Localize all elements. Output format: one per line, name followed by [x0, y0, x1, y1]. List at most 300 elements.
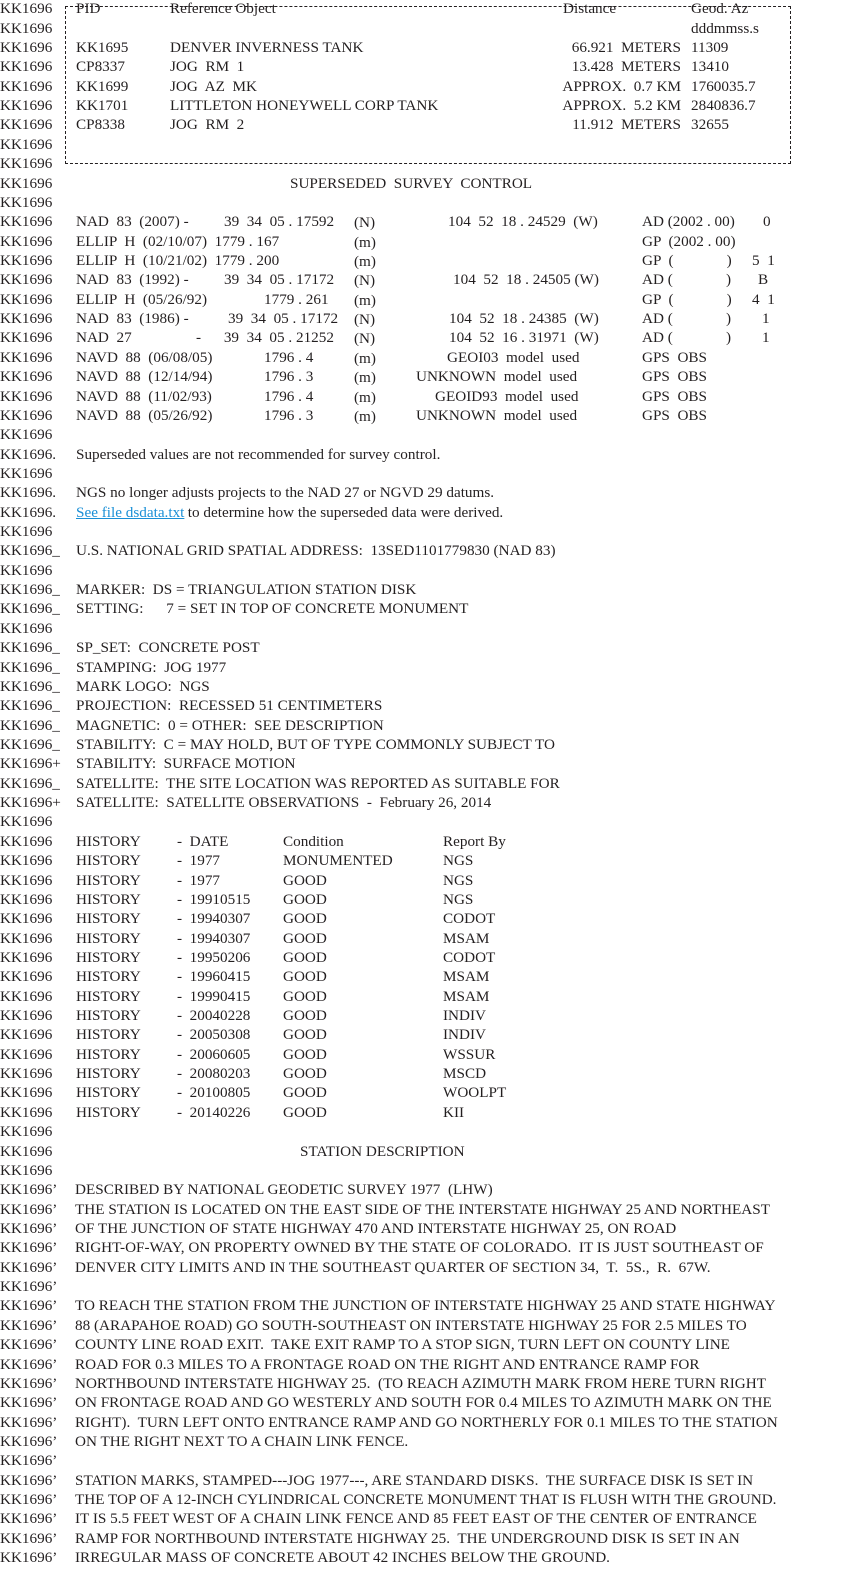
ref-distance: 13.428 METERS [571, 58, 681, 76]
history-cell: - 19910515 [177, 890, 251, 908]
superseded-cell: AD (2002 . 00) [642, 213, 735, 231]
description-line [0, 1432, 847, 1451]
info-magnetic: MAGNETIC: 0 = OTHER: SEE DESCRIPTION [76, 716, 384, 734]
dsdata-link[interactable]: See file dsdata.txt [76, 503, 185, 521]
line-prefix: KK1696 [0, 406, 53, 424]
history-row [0, 987, 847, 1006]
line-prefix: KK1696 [0, 39, 53, 57]
line-prefix: KK1696’ [0, 1258, 58, 1276]
ref-pid-link[interactable]: KK1699 [76, 77, 129, 95]
line-prefix: KK1696 [0, 290, 53, 308]
line-prefix: KK1696 [0, 1161, 53, 1179]
history-cell: MSCD [443, 1065, 487, 1083]
line-prefix: KK1696 [0, 19, 53, 37]
description-text: ON FRONTAGE ROAD AND GO WESTERLY AND SOUTH FOR 0.4 MILES TO AZIMUTH MARK ON THE [75, 1394, 772, 1412]
superseded-cell: GP ( ) [642, 251, 732, 269]
ref-distance: 11.912 METERS [572, 116, 681, 134]
line-prefix: KK1696’ [0, 1452, 58, 1470]
description-line [0, 1180, 847, 1199]
history-row [0, 1083, 847, 1102]
history-cell: HISTORY [76, 948, 141, 966]
superseded-cell: ELLIP H (05/26/92) [76, 290, 208, 308]
line-prefix: KK1696’ [0, 1278, 58, 1296]
description-line [0, 1277, 847, 1296]
ref-table-row [0, 57, 847, 76]
history-cell: INDIV [443, 1026, 487, 1044]
description-text: DENVER CITY LIMITS AND IN THE SOUTHEAST QUARTER OF SECTION 34, T. 5S., R. 67W. [75, 1258, 711, 1276]
description-text: ROAD FOR 0.3 MILES TO A FRONTAGE ROAD ON THE RIGHT AND ENTRANCE RAMP FOR [75, 1355, 700, 1373]
history-cell: HISTORY [76, 1045, 141, 1063]
description-text: RIGHT-OF-WAY, ON PROPERTY OWNED BY THE STATE OF COLORADO. IT IS JUST SOUTHEAST OF [75, 1239, 764, 1257]
description-text: 88 (ARAPAHOE ROAD) GO SOUTH-SOUTHEAST ON INTERSTATE HIGHWAY 25 FOR 2.5 MILES TO [75, 1316, 747, 1334]
ref-pid-link[interactable]: KK1701 [76, 97, 129, 115]
superseded-row [0, 309, 847, 328]
line-prefix: KK1696 [0, 426, 53, 444]
superseded-row [0, 387, 847, 406]
superseded-row [0, 251, 847, 270]
info-line [0, 774, 847, 793]
line-prefix: KK1696 [0, 232, 53, 250]
history-cell: - 20080203 [177, 1065, 251, 1083]
ref-object-name: JOG AZ MK [170, 77, 257, 95]
line-prefix: KK1696_ [0, 658, 60, 676]
line-prefix: KK1696 [0, 852, 53, 870]
history-cell: - 19940307 [177, 910, 251, 928]
line-prefix: KK1696 [0, 890, 53, 908]
superseded-cell: (m) [354, 407, 376, 425]
ref-col-pid-header: PID [76, 0, 101, 18]
ref-azimuth: 11309 [691, 39, 729, 57]
description-text: ON THE RIGHT NEXT TO A CHAIN LINK FENCE. [75, 1432, 409, 1450]
info-satellite1: SATELLITE: THE SITE LOCATION WAS REPORTED AS SUITABLE FOR [76, 774, 560, 792]
description-text: IRREGULAR MASS OF CONCRETE ABOUT 42 INCHES BELOW THE GROUND. [75, 1549, 610, 1567]
history-header-cell: Report By [443, 832, 506, 850]
description-line [0, 1355, 847, 1374]
datasheet-line [0, 1161, 847, 1180]
superseded-cell: NAD 83 (2007) - [76, 213, 189, 231]
line-prefix: KK1696’ [0, 1491, 58, 1509]
history-cell: GOOD [283, 1065, 327, 1083]
history-cell: KII [443, 1103, 465, 1121]
ref-col-az-header: Geod. Az [691, 0, 749, 18]
description-line [0, 1490, 847, 1509]
line-prefix: KK1696. [0, 445, 57, 463]
history-cell: - 19960415 [177, 968, 251, 986]
line-prefix: KK1696 [0, 832, 53, 850]
superseded-cell: B [758, 271, 769, 289]
line-prefix: KK1696 [0, 561, 53, 579]
history-cell: - 20100805 [177, 1084, 251, 1102]
line-prefix: KK1696’ [0, 1219, 58, 1237]
info-projection: PROJECTION: RECESSED 51 CENTIMETERS [76, 697, 383, 715]
line-prefix: KK1696 [0, 58, 53, 76]
superseded-cell: GPS OBS [642, 387, 707, 405]
superseded-note [0, 445, 847, 464]
ref-col-object-header: Reference Object [170, 0, 276, 18]
line-prefix: KK1696 [0, 948, 53, 966]
line-prefix: KK1696+ [0, 794, 61, 812]
line-prefix: KK1696’ [0, 1200, 58, 1218]
line-prefix: KK1696 [0, 1084, 53, 1102]
history-cell: HISTORY [76, 910, 141, 928]
history-cell: GOOD [283, 1007, 327, 1025]
superseded-row [0, 348, 847, 367]
description-line [0, 1509, 847, 1528]
ref-distance: APPROX. 5.2 KM [562, 97, 681, 115]
history-header [0, 832, 847, 851]
line-prefix: KK1696’ [0, 1316, 58, 1334]
superseded-row [0, 270, 847, 289]
datasheet-line [0, 1122, 847, 1141]
superseded-cell: 1 [762, 310, 770, 328]
superseded-cell: ELLIP H (10/21/02) 1779 . 200 [76, 251, 280, 269]
superseded-cell: NAD 83 (1986) - [76, 310, 189, 328]
history-row [0, 851, 847, 870]
history-cell: - 20140226 [177, 1103, 251, 1121]
superseded-row [0, 406, 847, 425]
superseded-cell: 1796 . 3 [264, 406, 314, 424]
ref-table-row [0, 115, 847, 134]
history-row [0, 1045, 847, 1064]
superseded-cell: (m) [354, 291, 376, 309]
line-prefix: KK1696_ [0, 542, 60, 560]
info-stability1: STABILITY: C = MAY HOLD, BUT OF TYPE COMMONLY SUBJECT TO [76, 735, 555, 753]
history-header-cell: HISTORY [76, 832, 141, 850]
line-prefix: KK1696+ [0, 755, 61, 773]
datasheet-line [0, 135, 847, 154]
info-line [0, 754, 847, 773]
history-cell: HISTORY [76, 890, 141, 908]
history-cell: NGS [443, 890, 474, 908]
superseded-cell: NAD 83 (1992) - [76, 271, 189, 289]
superseded-row [0, 290, 847, 309]
history-cell: MSAM [443, 987, 490, 1005]
line-prefix: KK1696 [0, 464, 53, 482]
history-cell: CODOT [443, 948, 496, 966]
description-title: STATION DESCRIPTION [300, 1142, 465, 1160]
superseded-cell: ELLIP H (02/10/07) 1779 . 167 [76, 232, 280, 250]
line-prefix: KK1696 [0, 174, 53, 192]
history-cell: WSSUR [443, 1045, 496, 1063]
superseded-note-text: Superseded values are not recommended for survey control. [76, 445, 441, 463]
superseded-cell: 1 [762, 329, 770, 347]
line-prefix: KK1696’ [0, 1432, 58, 1450]
line-prefix: KK1696_ [0, 735, 60, 753]
history-cell: INDIV [443, 1007, 487, 1025]
superseded-cell: 104 52 18 . 24529 (W) [448, 213, 598, 231]
line-prefix: KK1696 [0, 813, 53, 831]
superseded-cell: 1796 . 3 [264, 368, 314, 386]
line-prefix: KK1696 [0, 387, 53, 405]
ref-azimuth: 2840836.7 [691, 97, 756, 115]
superseded-cell: 1779 . 261 [264, 290, 329, 308]
history-row [0, 1006, 847, 1025]
superseded-cell: GEOI03 model used [447, 348, 580, 366]
superseded-cell: NAVD 88 (11/02/93) [76, 387, 212, 405]
description-line [0, 1296, 847, 1315]
history-header-cell: - DATE [177, 832, 229, 850]
line-prefix: KK1696 [0, 1103, 53, 1121]
history-cell: GOOD [283, 948, 327, 966]
info-marker: MARKER: DS = TRIANGULATION STATION DISK [76, 581, 417, 599]
superseded-cell: (N) [354, 311, 376, 329]
line-prefix: KK1696’ [0, 1181, 58, 1199]
superseded-cell: 39 34 05 . 17172 [228, 310, 339, 328]
description-title-line [0, 1142, 847, 1161]
superseded-cell: GP (2002 . 00) [642, 232, 736, 250]
info-line [0, 638, 847, 657]
history-cell: HISTORY [76, 1026, 141, 1044]
line-prefix: KK1696_ [0, 677, 60, 695]
description-text: THE STATION IS LOCATED ON THE EAST SIDE OF THE INTERSTATE HIGHWAY 25 AND NORTHEAST [75, 1200, 770, 1218]
line-prefix: KK1696 [0, 329, 53, 347]
line-prefix: KK1696 [0, 97, 53, 115]
line-prefix: KK1696’ [0, 1297, 58, 1315]
superseded-cell: (m) [354, 369, 376, 387]
superseded-cell: GEOID93 model used [435, 387, 579, 405]
history-row [0, 871, 847, 890]
description-text: NORTHBOUND INTERSTATE HIGHWAY 25. (TO REACH AZIMUTH MARK FROM HERE TURN RIGHT [75, 1374, 767, 1392]
line-prefix: KK1696_ [0, 600, 60, 618]
ref-pid-link[interactable]: KK1695 [76, 39, 129, 57]
description-line [0, 1219, 847, 1238]
datasheet-line [0, 193, 847, 212]
ref-table-row [0, 77, 847, 96]
ref-distance: 66.921 METERS [571, 39, 681, 57]
ref-object-name: JOG RM 2 [170, 116, 245, 134]
history-cell: HISTORY [76, 968, 141, 986]
superseded-cell: AD ( ) [642, 310, 732, 328]
ref-object-name: DENVER INVERNESS TANK [170, 39, 364, 57]
history-cell: NGS [443, 852, 474, 870]
superseded-row [0, 232, 847, 251]
line-prefix: KK1696 [0, 368, 53, 386]
ref-table-row [0, 96, 847, 115]
line-prefix: KK1696’ [0, 1413, 58, 1431]
line-prefix: KK1696 [0, 77, 53, 95]
superseded-cell: 39 34 05 . 17172 [224, 271, 335, 289]
ref-pid-link[interactable]: CP8338 [76, 116, 125, 134]
description-line [0, 1258, 847, 1277]
superseded-cell: 0 [763, 213, 771, 231]
ref-azimuth: 1760035.7 [691, 77, 756, 95]
history-cell: GOOD [283, 987, 327, 1005]
superseded-cell: - 39 34 05 . 21252 [196, 329, 334, 347]
info-line [0, 541, 847, 560]
info-satellite2: SATELLITE: SATELLITE OBSERVATIONS - February 26, 2014 [76, 794, 492, 812]
history-cell: HISTORY [76, 929, 141, 947]
ref-pid-link[interactable]: CP8337 [76, 58, 125, 76]
superseded-cell: 1796 . 4 [264, 348, 314, 366]
line-prefix: KK1696’ [0, 1529, 58, 1547]
line-prefix: KK1696 [0, 135, 53, 153]
superseded-cell: (N) [354, 272, 376, 290]
superseded-cell: (N) [354, 330, 376, 348]
history-cell: - 1977 [177, 852, 221, 870]
description-text: RIGHT). TURN LEFT ONTO ENTRANCE RAMP AND GO NORTHERLY FOR 0.1 MILES TO THE STATION [75, 1413, 778, 1431]
description-line [0, 1335, 847, 1354]
history-row [0, 1025, 847, 1044]
datasheet-line [0, 561, 847, 580]
line-prefix: KK1696_ [0, 716, 60, 734]
line-prefix: KK1696 [0, 251, 53, 269]
line-prefix: KK1696 [0, 871, 53, 889]
history-cell: HISTORY [76, 852, 141, 870]
superseded-cell: 5 1 [752, 251, 775, 269]
history-cell: CODOT [443, 910, 496, 928]
description-text: STATION MARKS, STAMPED---JOG 1977---, ARE STANDARD DISKS. THE SURFACE DISK IS SET IN [75, 1471, 754, 1489]
line-prefix: KK1696 [0, 193, 53, 211]
history-cell: - 20060605 [177, 1045, 251, 1063]
info-line [0, 580, 847, 599]
info-line [0, 735, 847, 754]
line-prefix: KK1696 [0, 116, 53, 134]
line-prefix: KK1696 [0, 1142, 53, 1160]
datasheet-line [0, 619, 847, 638]
line-prefix: KK1696 [0, 271, 53, 289]
ref-object-name: LITTLETON HONEYWELL CORP TANK [170, 97, 439, 115]
superseded-cell: NAVD 88 (12/14/94) [76, 368, 213, 386]
line-prefix: KK1696’ [0, 1471, 58, 1489]
line-prefix: KK1696’ [0, 1239, 58, 1257]
superseded-row [0, 328, 847, 347]
description-line [0, 1200, 847, 1219]
datasheet-line [0, 522, 847, 541]
superseded-cell: (m) [354, 349, 376, 367]
history-cell: NGS [443, 871, 474, 889]
line-prefix: KK1696 [0, 348, 53, 366]
line-prefix: KK1696_ [0, 639, 60, 657]
ref-col-distance-header: Distance [563, 0, 617, 18]
superseded-note [0, 483, 847, 502]
superseded-cell: (N) [354, 214, 376, 232]
info-line [0, 696, 847, 715]
superseded-cell: (m) [354, 388, 376, 406]
ref-header-line [0, 0, 847, 19]
history-cell: HISTORY [76, 1084, 141, 1102]
ref-col-az-units: dddmmss.s [691, 19, 759, 37]
superseded-cell: 104 52 16 . 31971 (W) [449, 329, 599, 347]
history-cell: GOOD [283, 1026, 327, 1044]
superseded-cell: 39 34 05 . 17592 [224, 213, 335, 231]
description-line [0, 1316, 847, 1335]
line-prefix: KK1696’ [0, 1355, 58, 1373]
ref-azimuth: 32655 [691, 116, 729, 134]
history-cell: - 19950206 [177, 948, 251, 966]
superseded-cell: NAVD 88 (06/08/05) [76, 348, 213, 366]
history-cell: HISTORY [76, 1007, 141, 1025]
description-text: TO REACH THE STATION FROM THE JUNCTION OF INTERSTATE HIGHWAY 25 AND STATE HIGHWAY [75, 1297, 776, 1315]
description-text: OF THE JUNCTION OF STATE HIGHWAY 470 AND INTERSTATE HIGHWAY 25, ON ROAD [75, 1219, 677, 1237]
superseded-note-text: NGS no longer adjusts projects to the NAD 27 or NGVD 29 datums. [76, 484, 495, 502]
line-prefix: KK1696 [0, 523, 53, 541]
description-line [0, 1529, 847, 1548]
description-line [0, 1413, 847, 1432]
description-line [0, 1471, 847, 1490]
history-row [0, 1064, 847, 1083]
info-line [0, 658, 847, 677]
line-prefix: KK1696 [0, 619, 53, 637]
superseded-cell: GPS OBS [642, 406, 707, 424]
line-prefix: KK1696 [0, 213, 53, 231]
history-cell: MSAM [443, 929, 490, 947]
superseded-cell: GP ( ) [642, 290, 732, 308]
line-prefix: KK1696’ [0, 1510, 58, 1528]
line-prefix: KK1696 [0, 910, 53, 928]
history-cell: GOOD [283, 1045, 327, 1063]
history-cell: HISTORY [76, 1065, 141, 1083]
ref-table-row [0, 38, 847, 57]
history-row [0, 948, 847, 967]
line-prefix: KK1696’ [0, 1549, 58, 1567]
line-prefix: KK1696. [0, 503, 57, 521]
history-row [0, 1103, 847, 1122]
superseded-cell: 104 52 18 . 24385 (W) [449, 310, 599, 328]
description-line [0, 1238, 847, 1257]
history-cell: GOOD [283, 910, 327, 928]
line-prefix: KK1696’ [0, 1336, 58, 1354]
line-prefix: KK1696 [0, 1026, 53, 1044]
superseded-title-line [0, 174, 847, 193]
line-prefix: KK1696_ [0, 697, 60, 715]
superseded-cell: (m) [354, 252, 376, 270]
ref-header-line [0, 19, 847, 38]
superseded-row [0, 212, 847, 231]
info-logo: MARK LOGO: NGS [76, 677, 210, 695]
superseded-cell: 1796 . 4 [264, 387, 314, 405]
history-cell: - 1977 [177, 871, 221, 889]
superseded-cell: (m) [354, 233, 376, 251]
description-text: RAMP FOR NORTHBOUND INTERSTATE HIGHWAY 25. THE UNDERGROUND DISK IS SET IN AN [75, 1529, 740, 1547]
description-text: THE TOP OF A 12-INCH CYLINDRICAL CONCRETE MONUMENT THAT IS FLUSH WITH THE GROUND. [75, 1491, 777, 1509]
history-cell: HISTORY [76, 871, 141, 889]
info-setting: SETTING: 7 = SET IN TOP OF CONCRETE MONUMENT [76, 600, 469, 618]
history-row [0, 967, 847, 986]
history-cell: GOOD [283, 968, 327, 986]
history-header-cell: Condition [283, 832, 344, 850]
line-prefix: KK1696’ [0, 1394, 58, 1412]
history-cell: GOOD [283, 890, 327, 908]
ref-azimuth: 13410 [691, 58, 729, 76]
line-prefix: KK1696 [0, 1065, 53, 1083]
superseded-cell: UNKNOWN model used [416, 406, 578, 424]
superseded-row [0, 367, 847, 386]
line-prefix: KK1696 [0, 1045, 53, 1063]
history-cell: HISTORY [76, 1103, 141, 1121]
description-text: DESCRIBED BY NATIONAL GEODETIC SURVEY 1977 (LHW) [75, 1181, 493, 1199]
history-cell: GOOD [283, 929, 327, 947]
superseded-cell: NAD 27 [76, 329, 132, 347]
superseded-note [0, 503, 847, 522]
description-line [0, 1451, 847, 1470]
history-row [0, 909, 847, 928]
history-cell: - 19940307 [177, 929, 251, 947]
description-line [0, 1393, 847, 1412]
superseded-note-text: to determine how the superseded data were derived. [184, 503, 504, 521]
datasheet-line [0, 425, 847, 444]
superseded-cell: NAVD 88 (05/26/92) [76, 406, 213, 424]
info-line [0, 793, 847, 812]
line-prefix: KK1696 [0, 1123, 53, 1141]
line-prefix: KK1696_ [0, 774, 60, 792]
history-cell: - 20040228 [177, 1007, 251, 1025]
superseded-cell: 104 52 18 . 24505 (W) [453, 271, 599, 289]
history-cell: HISTORY [76, 987, 141, 1005]
history-row [0, 890, 847, 909]
superseded-cell: GPS OBS [642, 348, 707, 366]
info-sp-set: SP_SET: CONCRETE POST [76, 639, 260, 657]
line-prefix: KK1696 [0, 310, 53, 328]
